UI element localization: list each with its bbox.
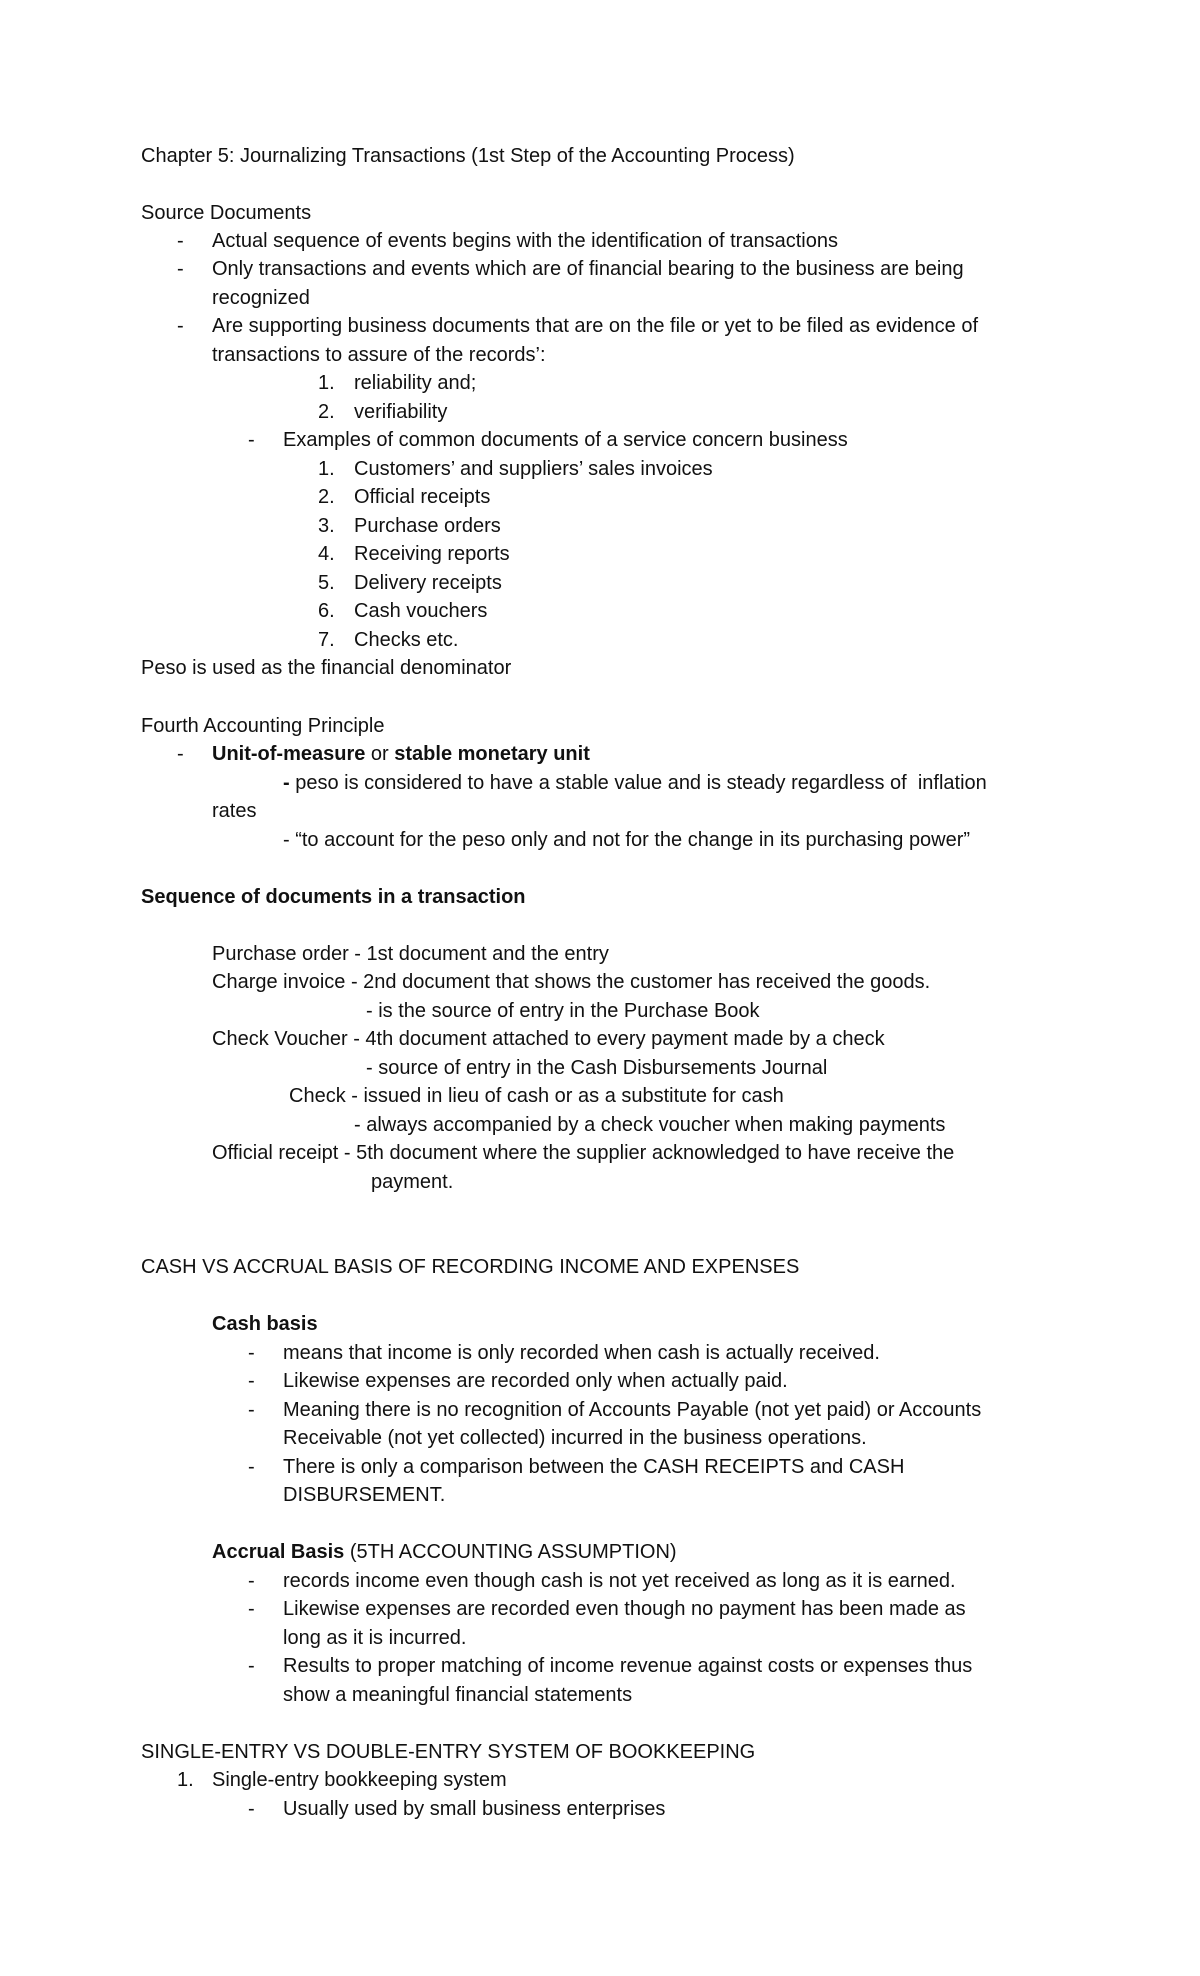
- bullet-dash: -: [177, 315, 184, 337]
- list-item: Only transactions and events which are of financial bearing to the business are being: [212, 258, 964, 280]
- bullet-dash: -: [283, 772, 290, 794]
- list-item: Examples of common documents of a service concern business: [283, 429, 848, 451]
- sequence-line: Check Voucher - 4th document attached to every payment made by a check: [212, 1028, 885, 1050]
- list-number: 6.: [318, 600, 335, 622]
- bullet-dash: -: [177, 743, 184, 765]
- bullet-dash: -: [248, 429, 255, 451]
- list-item: Single-entry bookkeeping system: [212, 1769, 507, 1791]
- list-item-continuation: DISBURSEMENT.: [283, 1484, 446, 1506]
- bullet-dash: -: [248, 1798, 255, 1820]
- bullet-dash: -: [248, 1456, 255, 1478]
- list-item: reliability and;: [354, 372, 477, 394]
- list-number: 3.: [318, 515, 335, 537]
- list-item: Results to proper matching of income revenue against costs or expenses thus: [283, 1655, 973, 1677]
- list-number: 1.: [318, 372, 335, 394]
- conjunction: or: [365, 743, 395, 765]
- paragraph: Peso is used as the financial denominator: [141, 657, 512, 679]
- list-item: records income even though cash is not yet received as long as it is earned.: [283, 1570, 956, 1592]
- list-number: 1.: [177, 1769, 194, 1791]
- list-item-continuation: recognized: [212, 287, 310, 309]
- bullet-dash: -: [177, 258, 184, 280]
- list-item: means that income is only recorded when cash is actually received.: [283, 1342, 880, 1364]
- bullet-dash: -: [248, 1655, 255, 1677]
- list-item: verifiability: [354, 401, 448, 423]
- sub-item-continuation: rates: [212, 800, 257, 822]
- bullet-dash: -: [248, 1399, 255, 1421]
- bullet-dash: -: [248, 1370, 255, 1392]
- list-number: 2.: [318, 486, 335, 508]
- list-item-continuation: Receivable (not yet collected) incurred in the business operations.: [283, 1427, 867, 1449]
- sub-item: - “to account for the peso only and not for the change in its purchasing power”: [283, 829, 971, 851]
- list-number: 7.: [318, 629, 335, 651]
- list-item: Meaning there is no recognition of Accounts Payable (not yet paid) or Accounts: [283, 1399, 982, 1421]
- bullet-dash: -: [248, 1598, 255, 1620]
- section-heading-fourth-principle: Fourth Accounting Principle: [141, 715, 385, 737]
- sequence-line: Check - issued in lieu of cash or as a substitute for cash: [289, 1085, 784, 1107]
- list-number: 1.: [318, 458, 335, 480]
- subheading-accrual-basis: [212, 1540, 677, 1564]
- list-item: Purchase orders: [354, 515, 501, 537]
- list-item: Cash vouchers: [354, 600, 488, 622]
- list-number: 5.: [318, 572, 335, 594]
- bullet-dash: -: [177, 230, 184, 252]
- list-item: Delivery receipts: [354, 572, 502, 594]
- term-unit-of-measure: Unit-of-measure: [212, 743, 366, 765]
- list-item: Customers’ and suppliers’ sales invoices: [354, 458, 713, 480]
- list-item: There is only a comparison between the CASH RECEIPTS and CASH: [283, 1456, 905, 1478]
- bullet-dash: -: [248, 1342, 255, 1364]
- list-item: Receiving reports: [354, 543, 510, 565]
- sub-item: [283, 771, 987, 795]
- section-heading-sequence: Sequence of documents in a transaction: [141, 886, 526, 908]
- subheading-cash-basis: Cash basis: [212, 1313, 318, 1335]
- list-item-continuation: transactions to assure of the records’:: [212, 344, 546, 366]
- bullet-dash: -: [248, 1570, 255, 1592]
- sequence-line: - always accompanied by a check voucher when making payments: [354, 1114, 946, 1136]
- list-number: 2.: [318, 401, 335, 423]
- accrual-note: (5TH ACCOUNTING ASSUMPTION): [344, 1541, 677, 1563]
- accrual-title: Accrual Basis: [212, 1541, 345, 1563]
- list-item: Usually used by small business enterprises: [283, 1798, 666, 1820]
- list-item-continuation: show a meaningful financial statements: [283, 1684, 633, 1706]
- sequence-line: payment.: [371, 1171, 454, 1193]
- list-item: [212, 742, 590, 766]
- list-number: 4.: [318, 543, 335, 565]
- section-heading-bookkeeping: SINGLE-ENTRY VS DOUBLE-ENTRY SYSTEM OF BOOKKEEPING: [141, 1741, 756, 1763]
- sub-item-text: peso is considered to have a stable value and is steady regardless of inflation: [289, 772, 987, 794]
- sequence-line: Purchase order - 1st document and the entry: [212, 943, 609, 965]
- term-stable-monetary-unit: stable monetary unit: [394, 743, 590, 765]
- list-item: Likewise expenses are recorded only when actually paid.: [283, 1370, 788, 1392]
- section-heading-cash-vs-accrual: CASH VS ACCRUAL BASIS OF RECORDING INCOME AND EXPENSES: [141, 1256, 800, 1278]
- sequence-line: Charge invoice - 2nd document that shows the customer has received the goods.: [212, 971, 931, 993]
- page-title: Chapter 5: Journalizing Transactions (1st Step of the Accounting Process): [141, 145, 795, 167]
- list-item: Likewise expenses are recorded even though no payment has been made as: [283, 1598, 966, 1620]
- sequence-line: - source of entry in the Cash Disbursements Journal: [366, 1057, 828, 1079]
- list-item: Are supporting business documents that are on the file or yet to be filed as evidence of: [212, 315, 979, 337]
- list-item: Checks etc.: [354, 629, 459, 651]
- list-item: Official receipts: [354, 486, 491, 508]
- sequence-line: Official receipt - 5th document where the supplier acknowledged to have receive the: [212, 1142, 955, 1164]
- list-item: Actual sequence of events begins with the identification of transactions: [212, 230, 838, 252]
- section-heading-source-documents: Source Documents: [141, 202, 312, 224]
- sequence-line: - is the source of entry in the Purchase Book: [366, 1000, 760, 1022]
- list-item-continuation: long as it is incurred.: [283, 1627, 467, 1649]
